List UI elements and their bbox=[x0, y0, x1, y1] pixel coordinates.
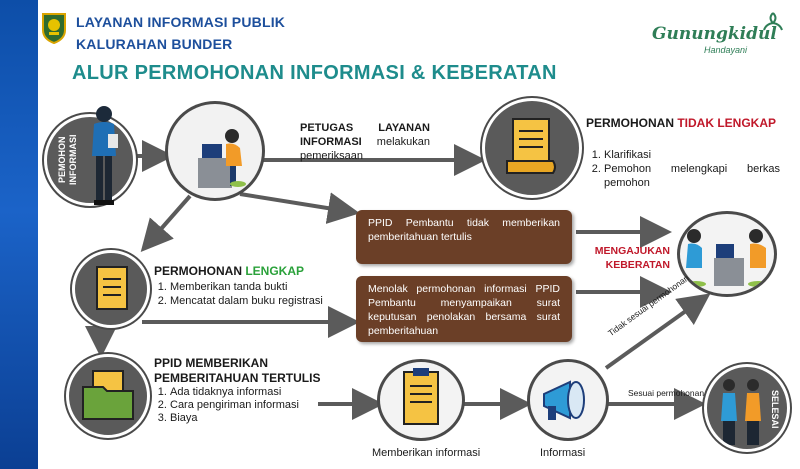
box-tidak-memberikan: PPID Pembantu tidak memberikan pemberitahuan tertulis bbox=[356, 210, 572, 264]
two-people-desk-icon bbox=[680, 214, 774, 294]
lengkap-item: 2. Mencatat dalam buku registrasi bbox=[170, 294, 354, 308]
petugas-rest: melakukan pemeriksaan bbox=[300, 136, 430, 162]
ppid-title-2: PEMBERITAHUAN TERTULIS bbox=[154, 371, 321, 385]
keberatan-label bbox=[584, 244, 670, 272]
ppid-title bbox=[154, 356, 320, 386]
lengkap-title bbox=[154, 264, 304, 278]
keberatan-line1: MENGAJUKAN bbox=[594, 245, 670, 257]
petugas-circle bbox=[168, 104, 262, 198]
document-stack-icon bbox=[485, 101, 579, 195]
lengkap-circle bbox=[72, 250, 150, 328]
tidak-lengkap-title-a: PERMOHONAN bbox=[586, 116, 678, 130]
notebook-icon bbox=[75, 253, 147, 325]
edge-label-tidak-sesuai: Tidak sesuai permohonan bbox=[606, 272, 691, 339]
arrow-petugas-box1 bbox=[240, 194, 352, 212]
megaphone-icon bbox=[530, 362, 606, 438]
officer-at-desk-icon bbox=[168, 104, 262, 198]
tidak-lengkap-list bbox=[588, 148, 780, 190]
keberatan-circle bbox=[680, 214, 774, 294]
ppid-item: 1. Ada tidaknya informasi bbox=[170, 386, 324, 399]
ppid-list bbox=[154, 386, 324, 425]
selesai-label: SELESAI bbox=[770, 389, 780, 429]
ppid-item: 2. Cara pengiriman informasi bbox=[170, 399, 324, 412]
lengkap-title-a: PERMOHONAN bbox=[154, 264, 246, 278]
keberatan-line2: KEBERATAN bbox=[605, 259, 670, 271]
informasi-label: Informasi bbox=[540, 447, 586, 459]
tidak-lengkap-item: 2. Pemohon melengkapi berkas pemohon bbox=[604, 162, 780, 190]
pemohon-label: PEMOHON INFORMASI bbox=[57, 134, 78, 186]
petugas-text bbox=[300, 121, 430, 163]
header-line-1: LAYANAN INFORMASI PUBLIK bbox=[76, 14, 286, 30]
tidak-lengkap-title bbox=[586, 115, 782, 131]
tidak-lengkap-item: 1. Klarifikasi bbox=[604, 148, 780, 162]
arrow-petugas-lengkap bbox=[146, 196, 190, 246]
ppid-circle bbox=[66, 354, 150, 438]
lengkap-list bbox=[154, 280, 354, 308]
arrow-informasi-keberatan bbox=[606, 298, 704, 368]
folder-icon bbox=[69, 357, 147, 435]
page-title: ALUR PERMOHONAN INFORMASI & KEBERATAN bbox=[72, 62, 557, 84]
petugas-bold: PETUGAS LAYANAN INFORMASI bbox=[300, 122, 430, 148]
brand-tagline: Handayani bbox=[704, 45, 748, 55]
memberikan-circle bbox=[380, 362, 462, 438]
brand-name: Gunungkidul bbox=[652, 24, 777, 44]
header-line-2: KALURAHAN BUNDER bbox=[76, 36, 233, 52]
box-menolak: Menolak permohonan informasi PPID Pembantu menyampaikan surat keputusan penolakan bersama surat pemberitahuan bbox=[356, 276, 572, 342]
tidak-lengkap-title-b: TIDAK LENGKAP bbox=[677, 116, 777, 130]
memberikan-label: Memberikan informasi bbox=[372, 447, 481, 459]
tidak-lengkap-circle bbox=[482, 98, 582, 198]
lengkap-title-b: LENGKAP bbox=[245, 264, 305, 278]
selesai-circle bbox=[704, 364, 790, 452]
clipboard-icon bbox=[380, 362, 462, 438]
ppid-item: 3. Biaya bbox=[170, 412, 324, 425]
lengkap-item: 1. Memberikan tanda bukti bbox=[170, 280, 354, 294]
applicant-person-icon bbox=[86, 104, 122, 206]
ppid-title-1: PPID MEMBERIKAN bbox=[154, 356, 269, 370]
informasi-circle bbox=[530, 362, 606, 438]
edge-label-sesuai: Sesuai permohonan bbox=[628, 388, 705, 398]
